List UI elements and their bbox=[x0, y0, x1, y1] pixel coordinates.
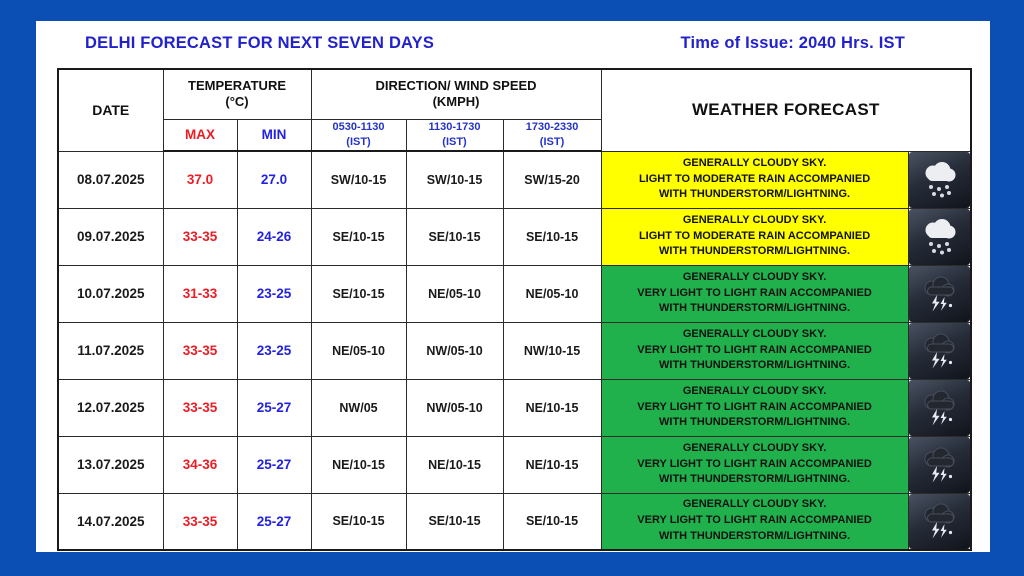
min-temp-cell: 23-25 bbox=[237, 322, 311, 379]
wind-late-cell: NE/10-15 bbox=[503, 436, 601, 493]
min-temp-cell: 27.0 bbox=[237, 151, 311, 208]
max-temp-cell: 33-35 bbox=[163, 322, 237, 379]
forecast-line: GENERALLY CLOUDY SKY. bbox=[682, 498, 827, 511]
table-row bbox=[58, 493, 971, 550]
date-cell: 10.07.2025 bbox=[58, 265, 163, 322]
table-row bbox=[58, 379, 971, 436]
date-cell: 11.07.2025 bbox=[58, 322, 163, 379]
wind-header-line2: (KMPH) bbox=[432, 94, 480, 110]
weather-icon-cell bbox=[908, 379, 971, 436]
forecast-cell bbox=[601, 208, 908, 265]
forecast-table bbox=[57, 68, 972, 551]
date-cell: 14.07.2025 bbox=[58, 493, 163, 550]
weather-icon-cell bbox=[908, 436, 971, 493]
table-row bbox=[58, 322, 971, 379]
column-header-min: MIN bbox=[237, 119, 311, 151]
time-of-issue: Time of Issue: 2040 Hrs. IST bbox=[680, 33, 905, 52]
weather-icon-cell bbox=[908, 265, 971, 322]
wind-mid-cell: SE/10-15 bbox=[406, 493, 503, 550]
temperature-header-line2: (°C) bbox=[225, 94, 249, 110]
min-temp-cell: 24-26 bbox=[237, 208, 311, 265]
forecast-line: VERY LIGHT TO LIGHT RAIN ACCOMPANIED bbox=[637, 514, 872, 527]
wind-early-cell: NE/05-10 bbox=[311, 322, 406, 379]
date-cell: 12.07.2025 bbox=[58, 379, 163, 436]
forecast-line: GENERALLY CLOUDY SKY. bbox=[682, 213, 827, 226]
forecast-line: GENERALLY CLOUDY SKY. bbox=[682, 384, 827, 397]
table-row bbox=[58, 208, 971, 265]
temperature-header-line1: TEMPERATURE bbox=[188, 78, 286, 93]
forecast-line: VERY LIGHT TO LIGHT RAIN ACCOMPANIED bbox=[637, 457, 872, 470]
date-cell: 13.07.2025 bbox=[58, 436, 163, 493]
wind-early-cell: SW/10-15 bbox=[311, 151, 406, 208]
min-temp-cell: 25-27 bbox=[237, 436, 311, 493]
wind-header-line1: DIRECTION/ WIND SPEED bbox=[375, 78, 537, 93]
wind-late-cell: NE/10-15 bbox=[503, 379, 601, 436]
max-temp-cell: 33-35 bbox=[163, 493, 237, 550]
wind-late-cell: NE/05-10 bbox=[503, 265, 601, 322]
forecast-line: WITH THUNDERSTORM/LIGHTNING. bbox=[659, 188, 851, 201]
rain-cloud-icon bbox=[909, 152, 971, 208]
wind-early-cell: SE/10-15 bbox=[311, 208, 406, 265]
forecast-cell bbox=[601, 322, 908, 379]
bulletin-panel bbox=[36, 21, 990, 552]
wind-mid-cell: NW/05-10 bbox=[406, 379, 503, 436]
forecast-line: GENERALLY CLOUDY SKY. bbox=[682, 441, 827, 454]
thunderstorm-cloud-icon bbox=[909, 323, 971, 379]
slot-tz: (IST) bbox=[442, 135, 467, 148]
column-header-slot-late bbox=[503, 119, 601, 151]
max-temp-cell: 34-36 bbox=[163, 436, 237, 493]
forecast-line: VERY LIGHT TO LIGHT RAIN ACCOMPANIED bbox=[637, 400, 872, 413]
page-title: DELHI FORECAST FOR NEXT SEVEN DAYS bbox=[85, 33, 435, 52]
forecast-cell bbox=[601, 265, 908, 322]
max-temp-cell: 33-35 bbox=[163, 208, 237, 265]
wind-early-cell: SE/10-15 bbox=[311, 265, 406, 322]
max-temp-cell: 37.0 bbox=[163, 151, 237, 208]
thunderstorm-cloud-icon bbox=[909, 380, 971, 436]
wind-early-cell: NE/10-15 bbox=[311, 436, 406, 493]
wind-late-cell: SE/10-15 bbox=[503, 208, 601, 265]
forecast-cell bbox=[601, 379, 908, 436]
wind-mid-cell: SW/10-15 bbox=[406, 151, 503, 208]
weather-icon-cell bbox=[908, 322, 971, 379]
table-row bbox=[58, 436, 971, 493]
forecast-line: VERY LIGHT TO LIGHT RAIN ACCOMPANIED bbox=[637, 343, 872, 356]
slot-tz: (IST) bbox=[539, 135, 565, 148]
forecast-cell bbox=[601, 493, 908, 550]
slot-tz: (IST) bbox=[346, 135, 371, 148]
table-row bbox=[58, 265, 971, 322]
max-temp-cell: 33-35 bbox=[163, 379, 237, 436]
min-temp-cell: 23-25 bbox=[237, 265, 311, 322]
column-header-temperature bbox=[163, 69, 311, 119]
thunderstorm-cloud-icon bbox=[909, 494, 971, 550]
slot-range: 0530-1130 bbox=[332, 121, 385, 134]
forecast-line: WITH THUNDERSTORM/LIGHTNING. bbox=[659, 416, 851, 429]
wind-early-cell: NW/05 bbox=[311, 379, 406, 436]
thunderstorm-cloud-icon bbox=[909, 437, 971, 493]
forecast-line: WITH THUNDERSTORM/LIGHTNING. bbox=[659, 302, 851, 315]
forecast-line: VERY LIGHT TO LIGHT RAIN ACCOMPANIED bbox=[637, 286, 872, 299]
wind-mid-cell: NE/10-15 bbox=[406, 436, 503, 493]
weather-icon-cell bbox=[908, 493, 971, 550]
forecast-line: GENERALLY CLOUDY SKY. bbox=[682, 327, 827, 340]
table-row bbox=[58, 151, 971, 208]
forecast-line: GENERALLY CLOUDY SKY. bbox=[682, 270, 827, 283]
max-temp-cell: 31-33 bbox=[163, 265, 237, 322]
forecast-line: WITH THUNDERSTORM/LIGHTNING. bbox=[659, 530, 851, 543]
wind-mid-cell: SE/10-15 bbox=[406, 208, 503, 265]
date-cell: 08.07.2025 bbox=[58, 151, 163, 208]
wind-late-cell: SW/15-20 bbox=[503, 151, 601, 208]
forecast-line: GENERALLY CLOUDY SKY. bbox=[682, 156, 827, 169]
forecast-line: WITH THUNDERSTORM/LIGHTNING. bbox=[659, 359, 851, 372]
wind-mid-cell: NE/05-10 bbox=[406, 265, 503, 322]
slot-range: 1130-1730 bbox=[428, 121, 481, 134]
wind-late-cell: NW/10-15 bbox=[503, 322, 601, 379]
column-header-slot-early bbox=[311, 119, 406, 151]
forecast-line: WITH THUNDERSTORM/LIGHTNING. bbox=[659, 245, 851, 258]
column-header-date: DATE bbox=[58, 69, 163, 151]
column-header-weather-forecast: WEATHER FORECAST bbox=[601, 69, 971, 151]
forecast-line: LIGHT TO MODERATE RAIN ACCOMPANIED bbox=[638, 229, 871, 242]
date-cell: 09.07.2025 bbox=[58, 208, 163, 265]
title-bar bbox=[85, 27, 905, 59]
min-temp-cell: 25-27 bbox=[237, 493, 311, 550]
weather-icon-cell bbox=[908, 151, 971, 208]
forecast-cell bbox=[601, 436, 908, 493]
min-temp-cell: 25-27 bbox=[237, 379, 311, 436]
slot-range: 1730-2330 bbox=[525, 121, 579, 134]
column-header-wind bbox=[311, 69, 601, 119]
forecast-cell bbox=[601, 151, 908, 208]
thunderstorm-cloud-icon bbox=[909, 266, 971, 322]
forecast-line: LIGHT TO MODERATE RAIN ACCOMPANIED bbox=[638, 172, 871, 185]
weather-icon-cell bbox=[908, 208, 971, 265]
wind-early-cell: SE/10-15 bbox=[311, 493, 406, 550]
forecast-line: WITH THUNDERSTORM/LIGHTNING. bbox=[659, 473, 851, 486]
rain-cloud-icon bbox=[909, 209, 971, 265]
column-header-slot-mid bbox=[406, 119, 503, 151]
wind-late-cell: SE/10-15 bbox=[503, 493, 601, 550]
column-header-max: MAX bbox=[163, 119, 237, 151]
wind-mid-cell: NW/05-10 bbox=[406, 322, 503, 379]
